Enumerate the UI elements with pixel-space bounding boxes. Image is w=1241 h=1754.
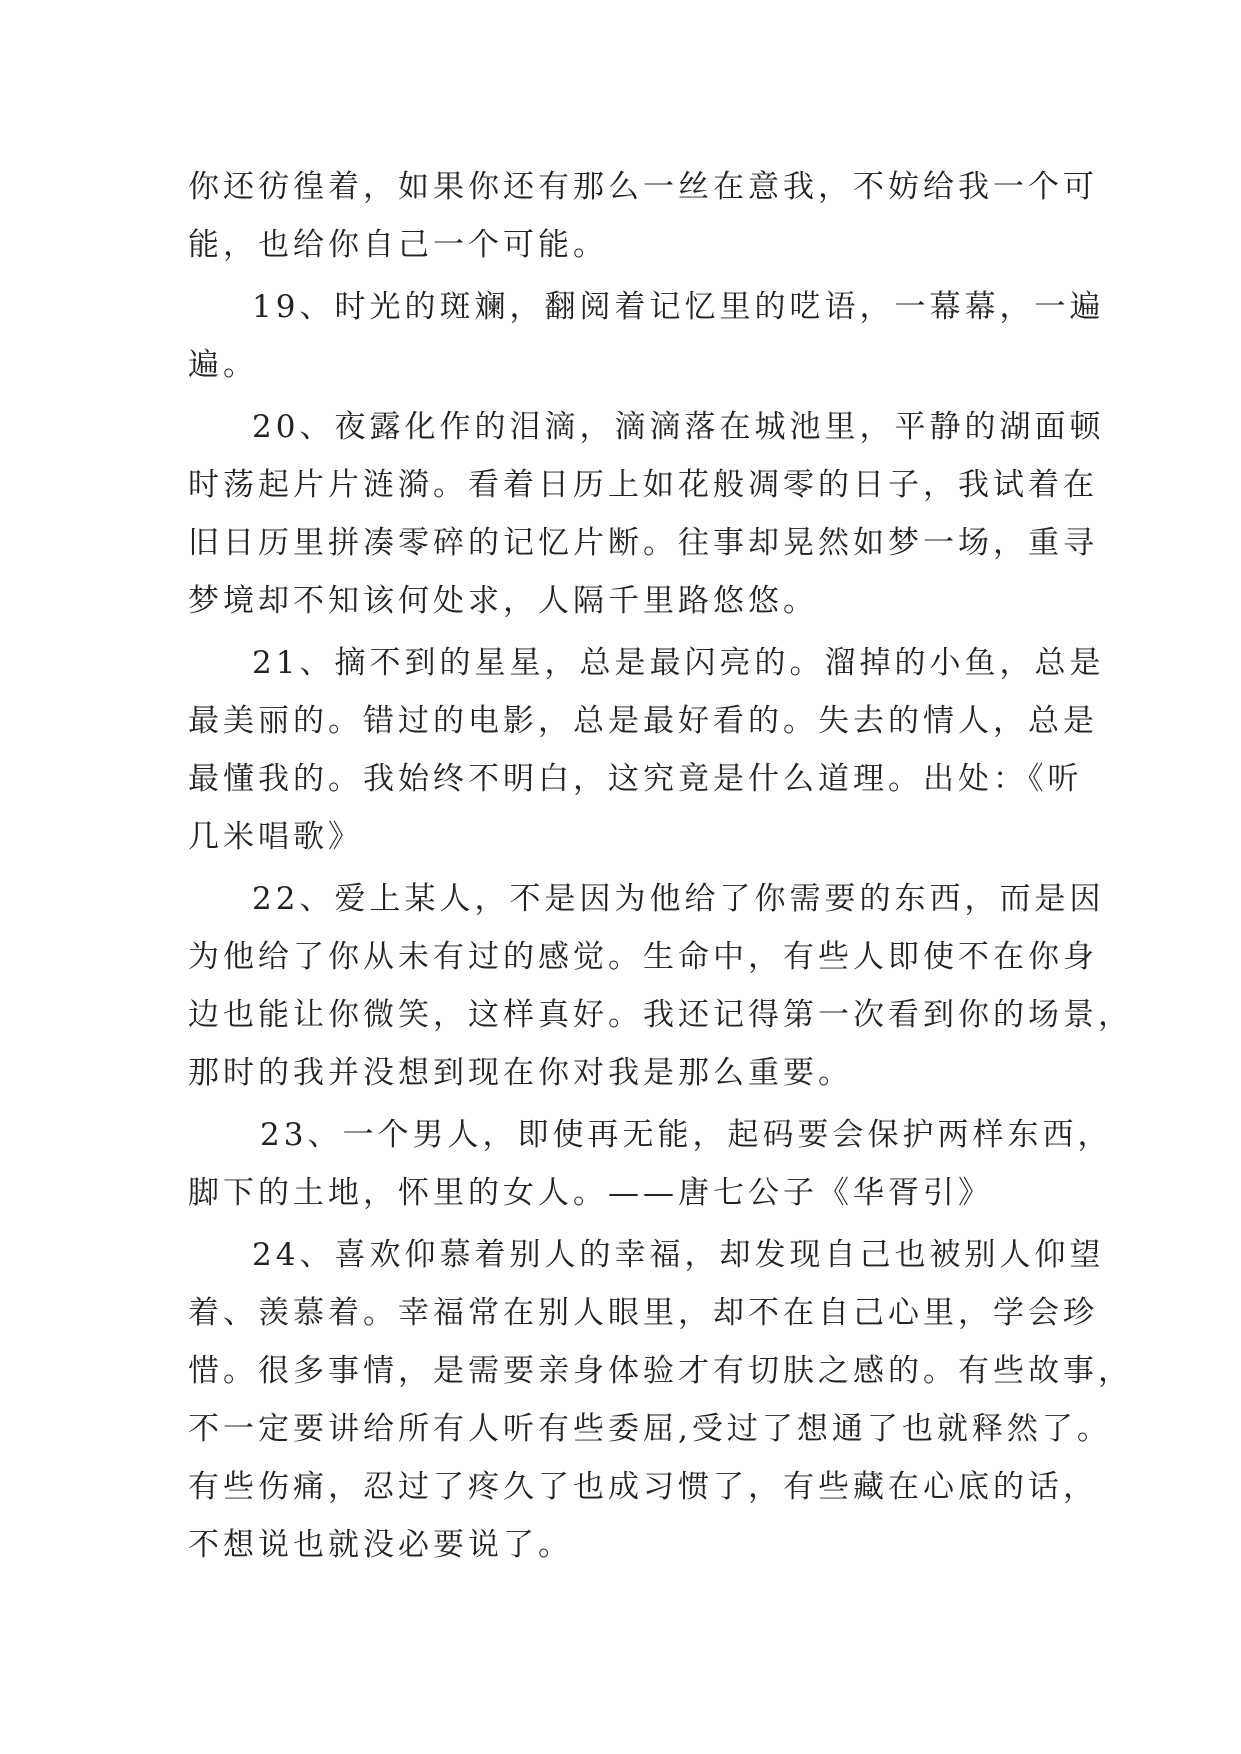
text-line: 有些伤痛，忍过了疼久了也成习惯了，有些藏在心底的话， — [188, 1469, 1098, 1505]
text-line: 24、喜欢仰慕着别人的幸福，却发现自己也被别人仰望 — [252, 1237, 1105, 1273]
text-line: 你还彷徨着，如果你还有那么一丝在意我，不妨给我一个可 — [188, 169, 1098, 205]
paragraph-23 — [188, 1106, 1113, 1222]
text-line: 19、时光的斑斓，翻阅着记忆里的呓语，一幕幕，一遍 — [252, 289, 1105, 325]
text-line: 遍。 — [188, 347, 258, 383]
text-line: 着、羡慕着。幸福常在别人眼里，却不在自己心里，学会珍 — [188, 1295, 1098, 1331]
paragraph-22 — [188, 870, 1133, 1102]
paragraph-20 — [188, 398, 1105, 630]
text-line: 脚下的土地，怀里的女人。——唐七公子《华胥引》 — [188, 1175, 993, 1211]
text-line: 边也能让你微笑，这样真好。我还记得第一次看到你的场景， — [188, 997, 1133, 1033]
text-line: 23、一个男人，即使再无能，起码要会保护两样东西， — [260, 1117, 1113, 1153]
paragraph-21 — [188, 634, 1105, 866]
text-line: 几米唱歌》 — [188, 819, 363, 855]
text-line: 时荡起片片涟漪。看着日历上如花般凋零的日子，我试着在 — [188, 467, 1098, 503]
text-line: 能，也给你自己一个可能。 — [188, 227, 608, 263]
paragraph-24 — [188, 1226, 1133, 1574]
paragraph-18-continued — [188, 158, 1098, 274]
text-line: 22、爱上某人，不是因为他给了你需要的东西，而是因 — [252, 881, 1105, 917]
text-line: 旧日历里拼凑零碎的记忆片断。往事却晃然如梦一场，重寻 — [188, 525, 1098, 561]
text-line: 惜。很多事情，是需要亲身体验才有切肤之感的。有些故事， — [188, 1353, 1133, 1389]
text-line: 不一定要讲给所有人听有些委屈,受过了想通了也就释然了。 — [188, 1411, 1112, 1447]
text-line: 最美丽的。错过的电影，总是最好看的。失去的情人，总是 — [188, 703, 1098, 739]
text-line: 为他给了你从未有过的感觉。生命中，有些人即使不在你身 — [188, 939, 1098, 975]
paragraph-19 — [188, 278, 1105, 394]
text-line: 那时的我并没想到现在你对我是那么重要。 — [188, 1055, 853, 1091]
document-body — [188, 158, 1133, 1578]
text-line: 梦境却不知该何处求，人隔千里路悠悠。 — [188, 583, 818, 619]
text-line: 最懂我的。我始终不明白，这究竟是什么道理。出处：《听 — [188, 761, 1083, 797]
text-line: 20、夜露化作的泪滴，滴滴落在城池里，平静的湖面顿 — [252, 409, 1105, 445]
text-line: 不想说也就没必要说了。 — [188, 1527, 573, 1563]
text-line: 21、摘不到的星星，总是最闪亮的。溜掉的小鱼，总是 — [252, 645, 1105, 681]
